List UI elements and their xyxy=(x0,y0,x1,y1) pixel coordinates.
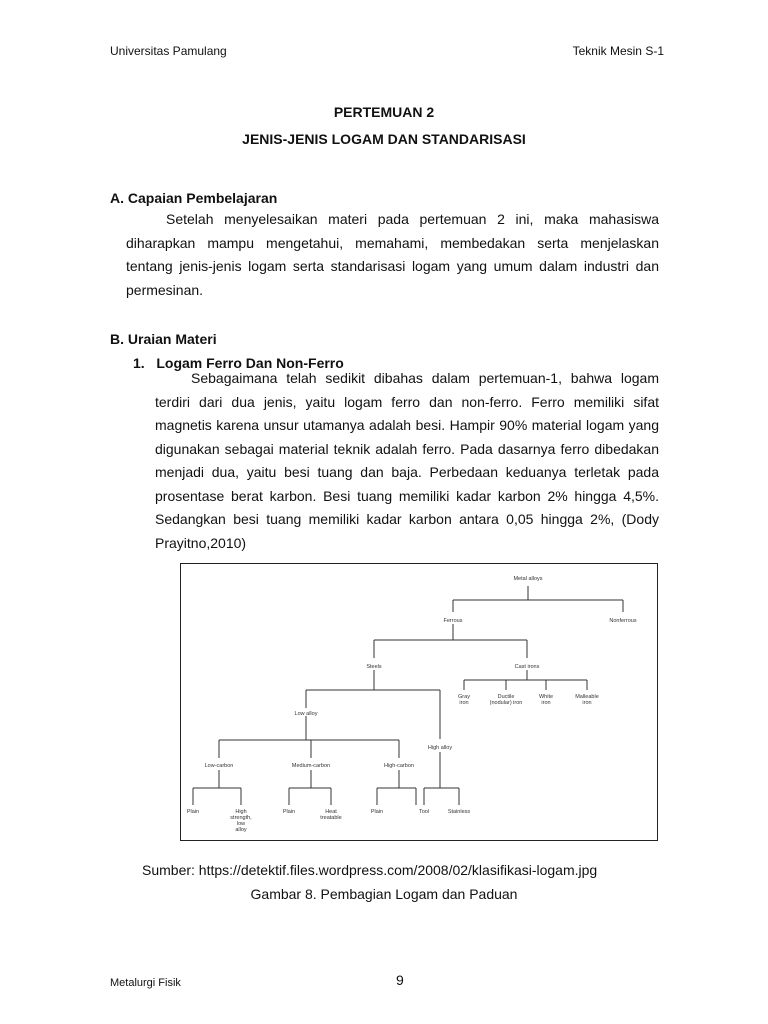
header-left: Universitas Pamulang xyxy=(110,44,227,58)
node-plain-3: Plain xyxy=(370,809,384,815)
tree-connectors xyxy=(193,586,623,805)
node-malleable-iron-l2: iron xyxy=(582,700,592,706)
node-heat-treatable-l2: treatable xyxy=(320,815,342,821)
node-high-alloy: High alloy xyxy=(427,745,453,751)
node-white-iron-l2: iron xyxy=(541,700,551,706)
section-a-paragraph xyxy=(126,208,659,302)
node-gray-iron-l1: Gray xyxy=(458,694,470,700)
page-number: 9 xyxy=(396,972,404,988)
node-ductile-iron-l1: Ductile xyxy=(497,694,515,700)
node-medium-carbon: Medium-carbon xyxy=(291,763,331,769)
page-subtitle: JENIS-JENIS LOGAM DAN STANDARISASI xyxy=(242,131,526,147)
node-ferrous: Ferrous xyxy=(443,618,463,624)
figure-source: Sumber: https://detektif.files.wordpress.com/2008/02/klasifikasi-logam.jpg xyxy=(142,862,598,878)
node-hsla-l2: strength, xyxy=(230,815,252,821)
section-a-heading: A. Capaian Pembelajaran xyxy=(110,190,278,206)
node-low-carbon: Low-carbon xyxy=(204,763,234,769)
node-ductile-iron-l2: (nodular) iron xyxy=(489,700,523,706)
figure-caption: Gambar 8. Pembagian Logam dan Paduan xyxy=(250,886,518,902)
footer-course: Metalurgi Fisik xyxy=(110,977,181,989)
node-nonferrous: Nonferrous xyxy=(609,618,637,624)
header-right: Teknik Mesin S-1 xyxy=(572,44,664,58)
node-white-iron-l1: White xyxy=(538,694,554,700)
node-low-alloy: Low alloy xyxy=(294,711,318,717)
node-hsla-l3: low xyxy=(236,821,246,827)
section-b-paragraph-text: Sebagaimana telah sedikit dibahas dalam pertemuan-1, bahwa logam terdiri dari dua jenis, yaitu logam ferro dan non-ferro. Ferro memiliki sifat magnetis karena unsur utamanya adalah besi. Hampir 90% material logam yang digunakan sebagai material teknik adalah ferro. Pada dasarnya ferro dibedakan menjadi dua, yaitu besi tuang dan baja. Perbedaan keduanya terletak pada prosentase berat karbon. Besi tuang memiliki kadar karbon 2% hingga 4,5%. Sedangkan besi tuang memiliki kadar karbon antara 0,05 hingga 2%, (Dody Prayitno,2010) xyxy=(155,370,659,551)
node-gray-iron-l2: iron xyxy=(459,700,469,706)
node-hsla-l1: High xyxy=(235,809,247,815)
page-title: PERTEMUAN 2 xyxy=(333,104,435,120)
metal-classification-diagram xyxy=(180,563,658,841)
node-plain-2: Plain xyxy=(282,809,296,815)
node-stainless: Stainless xyxy=(447,809,471,815)
node-heat-treatable-l1: Heat xyxy=(325,809,337,815)
section-b-subheading: 1. Logam Ferro Dan Non-Ferro xyxy=(133,355,344,371)
node-high-carbon: High-carbon xyxy=(384,763,414,769)
section-b-paragraph xyxy=(155,367,659,555)
node-cast-irons: Cast irons xyxy=(514,664,540,670)
node-metal-alloys: Metal alloys xyxy=(513,576,543,582)
node-tool: Tool xyxy=(418,809,430,815)
section-b-heading: B. Uraian Materi xyxy=(110,331,217,347)
section-a-paragraph-text: Setelah menyelesaikan materi pada pertemuan 2 ini, maka mahasiswa diharapkan mampu mengetahui, memahami, membedakan serta menjelaskan tentang jenis-jenis logam serta standarisasi logam yang umum dalam industri dan permesinan. xyxy=(126,211,659,298)
node-steels: Steels xyxy=(366,664,382,670)
node-plain-1: Plain xyxy=(186,809,200,815)
node-hsla-l4: alloy xyxy=(235,827,247,833)
node-malleable-iron-l1: Malleable xyxy=(575,694,599,700)
